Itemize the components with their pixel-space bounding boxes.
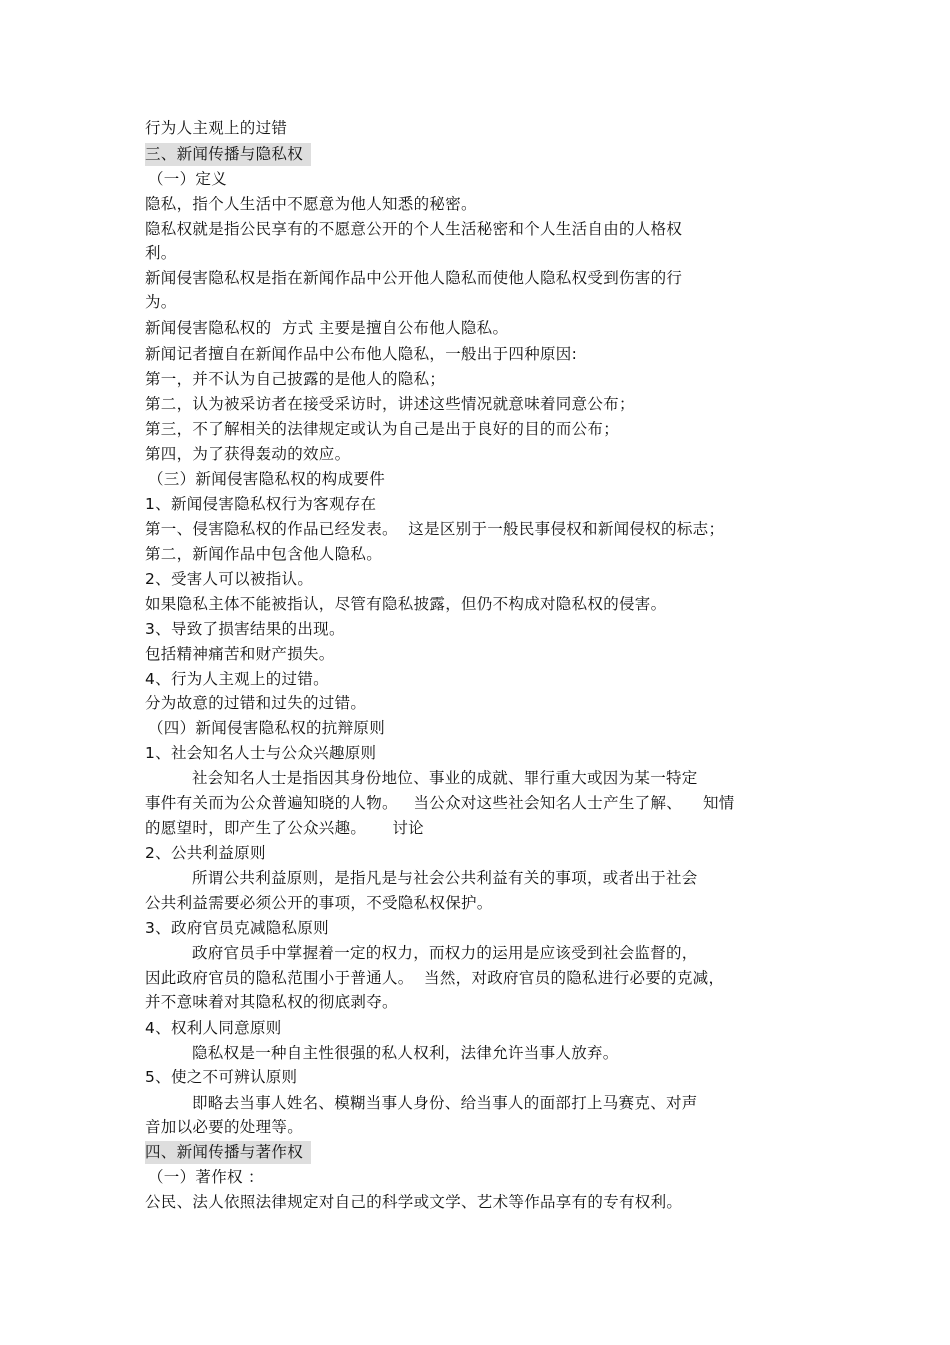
text-line: 事件有关而为公众普遍知晓的人物。 当公众对这些社会知名人士产生了解、 知情 <box>145 794 735 812</box>
text-line: 第三，不了解相关的法律规定或认为自己是出于良好的目的而公布； <box>145 420 620 438</box>
text-line: 1、社会知名人士与公众兴趣原则 <box>145 744 377 762</box>
text-line: 隐私权就是指公民享有的不愿意公开的个人生活秘密和个人生活自由的人格权 <box>145 220 683 238</box>
text-line: 3、政府官员克减隐私原则 <box>145 919 329 937</box>
text-line: 所谓公共利益原则，是指凡是与社会公共利益有关的事项，或者出于社会 <box>192 869 698 887</box>
text-line: 如果隐私主体不能被指认，尽管有隐私披露，但仍不构成对隐私权的侵害。 <box>145 595 667 613</box>
subsection-heading: （一）著作权 ： <box>148 1168 264 1186</box>
text-line: 4、权利人同意原则 <box>145 1019 282 1037</box>
text-line: 并不意味着对其隐私权的彻底剥夺。 <box>145 993 398 1011</box>
text-line: 隐私权是一种自主性很强的私人权利，法律允许当事人放弃。 <box>192 1044 619 1062</box>
text-line: 新闻侵害隐私权的 方式 主要是擅自公布他人隐私。 <box>145 319 509 337</box>
text-line: 行为人主观上的过错 <box>145 119 288 137</box>
text-line: 第一，并不认为自己披露的是他人的隐私； <box>145 370 446 388</box>
text-line: 政府官员手中掌握着一定的权力，而权力的运用是应该受到社会监督的， <box>192 944 698 962</box>
text-line: 第四，为了获得轰动的效应。 <box>145 445 351 463</box>
text-line: 第二，认为被采访者在接受采访时，讲述这些情况就意味着同意公布； <box>145 395 635 413</box>
text-line: 为。 <box>145 293 177 311</box>
text-line: 5、使之不可辨认原则 <box>145 1068 298 1086</box>
text-line: 新闻侵害隐私权是指在新闻作品中公开他人隐私而使他人隐私权受到伤害的行 <box>145 269 683 287</box>
text-line: 隐私，指个人生活中不愿意为他人知悉的秘密。 <box>145 195 477 213</box>
text-line: 即略去当事人姓名、模糊当事人身份、给当事人的面部打上马赛克、对声 <box>192 1094 698 1112</box>
subsection-heading: （一）定义 <box>148 170 228 188</box>
text-line: 3、导致了损害结果的出现。 <box>145 620 345 638</box>
text-line: 音加以必要的处理等。 <box>145 1118 304 1136</box>
section-heading: 四、新闻传播与著作权 <box>145 1141 311 1164</box>
text-line: 公共利益需要必须公开的事项，不受隐私权保护。 <box>145 894 493 912</box>
text-line: 第一、侵害隐私权的作品已经发表。 这是区别于一般民事侵权和新闻侵权的标志； <box>145 520 725 538</box>
text-line: 1、新闻侵害隐私权行为客观存在 <box>145 495 377 513</box>
text-line: 公民、法人依照法律规定对自己的科学或文学、艺术等作品享有的专有权利。 <box>145 1193 683 1211</box>
text-line: 2、受害人可以被指认。 <box>145 570 314 588</box>
subsection-heading: （三）新闻侵害隐私权的构成要件 <box>148 470 386 488</box>
text-line: 的愿望时，即产生了公众兴趣。 讨论 <box>145 819 424 837</box>
text-line: 第二，新闻作品中包含他人隐私。 <box>145 545 383 563</box>
text-line: 2、公共利益原则 <box>145 844 266 862</box>
text-line: 分为故意的过错和过失的过错。 <box>145 694 367 712</box>
section-heading: 三、新闻传播与隐私权 <box>145 143 311 166</box>
text-line: 包括精神痛苦和财产损失。 <box>145 645 335 663</box>
text-line: 4、行为人主观上的过错。 <box>145 670 329 688</box>
subsection-heading: （四）新闻侵害隐私权的抗辩原则 <box>148 719 386 737</box>
text-line: 利。 <box>145 244 177 262</box>
text-line: 社会知名人士是指因其身份地位、事业的成就、罪行重大或因为某一特定 <box>192 769 698 787</box>
text-line: 新闻记者擅自在新闻作品中公布他人隐私，一般出于四种原因: <box>145 345 578 363</box>
text-line: 因此政府官员的隐私范围小于普通人。 当然，对政府官员的隐私进行必要的克减， <box>145 969 725 987</box>
